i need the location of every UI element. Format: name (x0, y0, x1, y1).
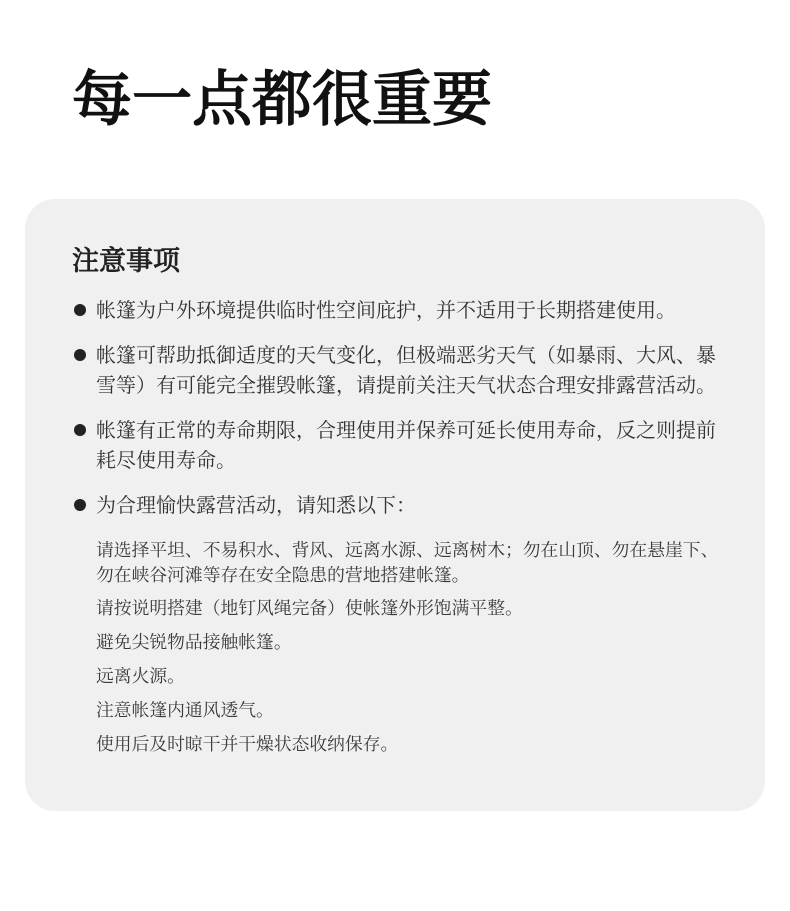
bullet-text-line: 耗尽使用寿命。 (96, 448, 236, 472)
camping-tip-item (25, 596, 765, 621)
bullet-text-line: 帐篷有正常的寿命期限，合理使用并保养可延长使用寿命，反之则提前 (96, 418, 716, 442)
bullet-dot-icon (74, 499, 86, 511)
notice-card (25, 199, 765, 811)
camping-tip-item (25, 538, 765, 588)
tip-text-line: 请选择平坦、不易积水、背风、远离水源、远离树木；勿在山顶、勿在悬崖下、 (96, 540, 719, 561)
tip-text-line: 勿在峡谷河滩等存在安全隐患的营地搭建帐篷。 (96, 565, 470, 586)
camping-tip-item (25, 630, 765, 655)
camping-tip-item (25, 664, 765, 689)
notice-bullet-item (25, 415, 765, 475)
tip-text-line: 请按说明搭建（地钉风绳完备）使帐篷外形饱满平整。 (96, 598, 523, 619)
bullet-dot-icon (74, 349, 86, 361)
tip-text-line: 注意帐篷内通风透气。 (96, 700, 274, 721)
camping-tip-item (25, 732, 765, 757)
notice-bullet-item (25, 340, 765, 400)
tip-text-line: 避免尖锐物品接触帐篷。 (96, 632, 292, 653)
notice-bullet-item (25, 295, 765, 325)
bullet-dot-icon (74, 304, 86, 316)
camping-tip-item (25, 698, 765, 723)
bullet-text-line: 帐篷可帮助抵御适度的天气变化，但极端恶劣天气（如暴雨、大风、暴 (96, 343, 716, 367)
tip-text-line: 使用后及时晾干并干燥状态收纳保存。 (96, 734, 399, 755)
bullet-text-line: 雪等）有可能完全摧毁帐篷，请提前关注天气状态合理安排露营活动。 (96, 373, 716, 397)
tip-text-line: 远离火源。 (96, 666, 185, 687)
notice-heading: 注意事项 (72, 246, 180, 277)
bullet-text-line: 帐篷为户外环境提供临时性空间庇护，并不适用于长期搭建使用。 (96, 298, 676, 322)
page-title: 每一点都很重要 (72, 65, 492, 135)
notice-bullet-item (25, 490, 765, 520)
bullet-text-line: 为合理愉快露营活动，请知悉以下： (96, 493, 416, 517)
notice-bullet-list (25, 295, 765, 766)
bullet-dot-icon (74, 424, 86, 436)
